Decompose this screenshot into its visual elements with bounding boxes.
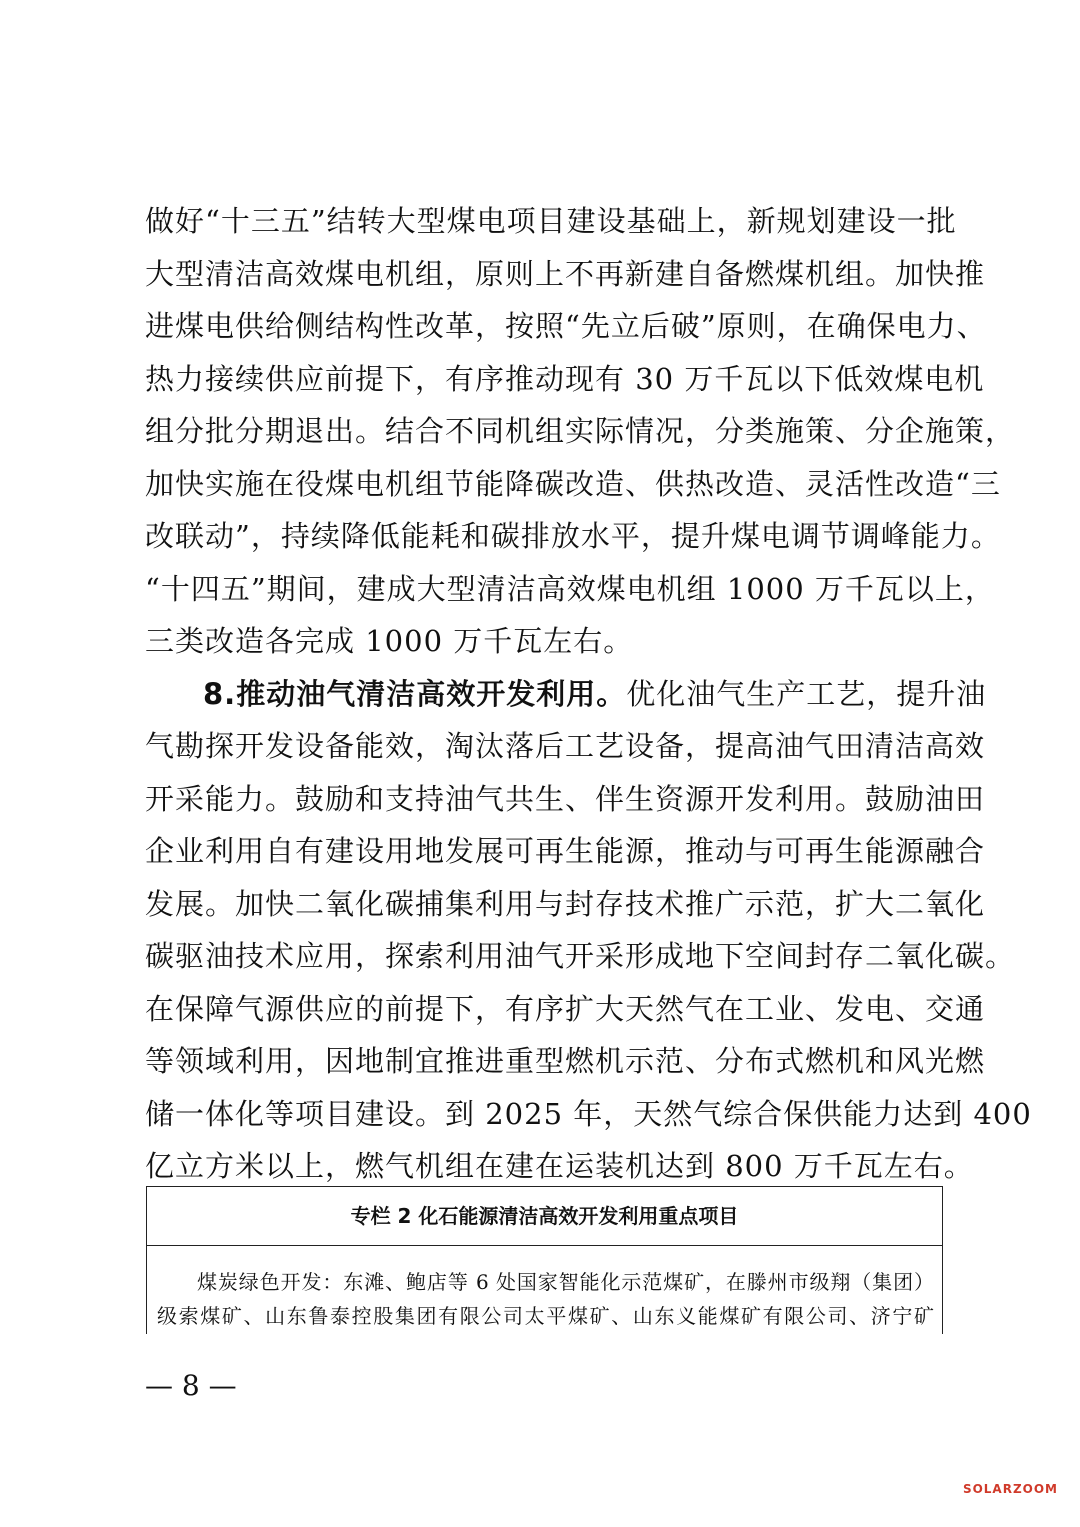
page-number: — 8 — xyxy=(145,1369,237,1402)
body-line: 组分批分期退出。结合不同机组实际情况，分类施策、分企施策， xyxy=(145,414,1016,448)
body-line: 气勘探开发设备能效，淘汰落后工艺设备，提高油气田清洁高效 xyxy=(145,729,986,763)
body-line: 大型清洁高效煤电机组，原则上不再新建自备燃煤机组。加快推 xyxy=(145,257,986,291)
body-line: 开采能力。鼓励和支持油气共生、伴生资源开发利用。鼓励油田 xyxy=(145,782,986,816)
box-title: 专栏 2 化石能源清洁高效开发利用重点项目 xyxy=(147,1187,942,1246)
body-line: 热力接续供应前提下，有序推动现有 30 万千瓦以下低效煤电机 xyxy=(145,362,985,396)
body-line: 碳驱油技术应用，探索利用油气开采形成地下空间封存二氧化碳。 xyxy=(145,939,1016,973)
body-line: 企业利用自有建设用地发展可再生能源，推动与可再生能源融合 xyxy=(145,834,986,868)
body-line: “十四五”期间，建成大型清洁高效煤电机组 1000 万千瓦以上， xyxy=(145,572,995,606)
body-line: 发展。加快二氧化碳捕集利用与封存技术推广示范，扩大二氧化 xyxy=(145,887,986,921)
watermark: SOLARZOOM xyxy=(962,1482,1058,1496)
section-heading-line xyxy=(203,668,987,720)
body-line: 加快实施在役煤电机组节能降碳改造、供热改造、灵活性改造“三 xyxy=(145,467,1001,501)
box-text-line: 级索煤矿、山东鲁泰控股集团有限公司太平煤矿、山东义能煤矿有限公司、济宁矿 xyxy=(157,1304,934,1328)
section-heading-tail: 优化油气生产工艺，提升油 xyxy=(626,677,987,711)
body-line: 三类改造各完成 1000 万千瓦左右。 xyxy=(145,624,634,658)
body-line: 改联动”，持续降低能耗和碳排放水平，提升煤电调节调峰能力。 xyxy=(145,519,1001,553)
body-line: 亿立方米以上，燃气机组在建在运装机达到 800 万千瓦左右。 xyxy=(145,1149,974,1183)
section-heading: 8.推动油气清洁高效开发利用。 xyxy=(203,677,627,711)
box-text-line: 煤炭绿色开发：东滩、鲍店等 6 处国家智能化示范煤矿，在滕州市级翔（集团） xyxy=(197,1270,934,1294)
body-line: 在保障气源供应的前提下，有序扩大天然气在工业、发电、交通 xyxy=(145,992,986,1026)
body-line: 等领域利用，因地制宜推进重型燃机示范、分布式燃机和风光燃 xyxy=(145,1044,986,1078)
body-line: 进煤电供给侧结构性改革，按照“先立后破”原则，在确保电力、 xyxy=(145,309,987,343)
body-line: 储一体化等项目建设。到 2025 年，天然气综合保供能力达到 400 xyxy=(145,1097,1032,1131)
project-column-box xyxy=(146,1186,943,1334)
body-line: 做好“十三五”结转大型煤电项目建设基础上，新规划建设一批 xyxy=(145,204,957,238)
